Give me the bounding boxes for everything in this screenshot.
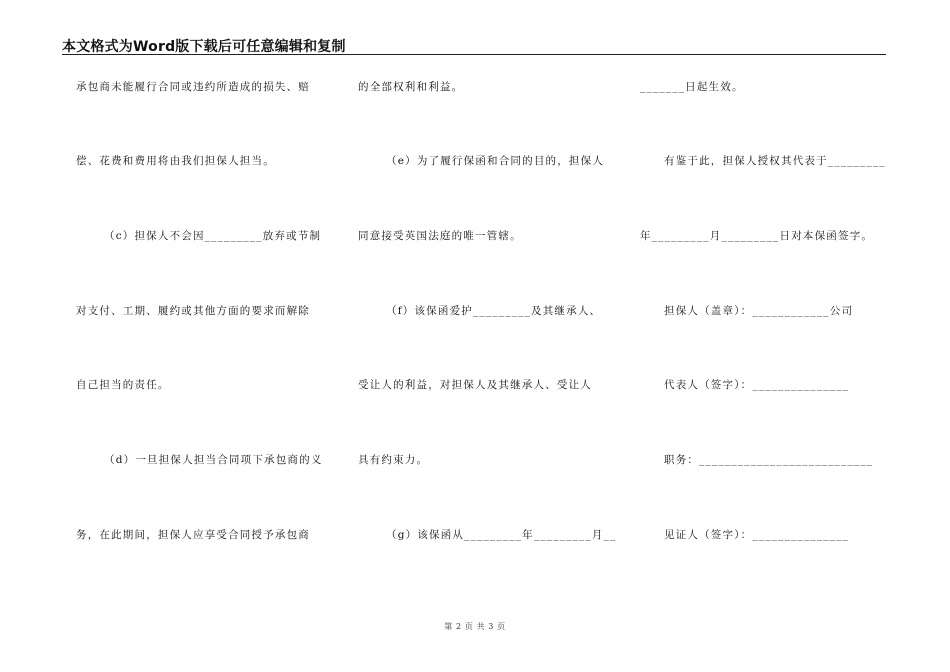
text-line: 偿、花费和费用将由我们担保人担当。 xyxy=(76,155,275,167)
text-line: _______日起生效。 xyxy=(640,81,744,93)
text-line: 同意接受英国法庭的唯一管辖。 xyxy=(358,230,522,242)
text-line: 承包商未能履行合同或违约所造成的损失、赔 xyxy=(76,81,310,93)
text-line: 受让人的利益，对担保人及其继承人、受让人 xyxy=(358,379,592,391)
text-line: 具有约束力。 xyxy=(358,454,429,466)
text-line: 自己担当的责任。 xyxy=(76,379,170,391)
text-line: 务，在此期间，担保人应享受合同授予承包商 xyxy=(76,529,310,541)
text-line: 有鉴于此，担保人授权其代表于_________ xyxy=(664,155,886,167)
signature-line-position: 职务：___________________________ xyxy=(664,454,874,466)
page-number: 第 2 页 共 3 页 xyxy=(444,622,506,631)
text-line: （f）该保函爱护_________及其继承人、 xyxy=(386,305,602,317)
signature-line-representative: 代表人（签字）：_______________ xyxy=(664,379,850,391)
text-line: 对支付、工期、履约或其他方面的要求而解除 xyxy=(76,305,310,317)
signature-line-witness: 见证人（签字）：_______________ xyxy=(664,529,850,541)
text-line: （c）担保人不会因_________放弃或节制 xyxy=(104,230,322,242)
text-line: （g）该保函从_________年_________月__ xyxy=(386,529,617,541)
text-line: 年_________月_________日对本保函签字。 xyxy=(640,230,874,242)
signature-line-guarantor: 担保人（盖章）：____________公司 xyxy=(664,305,854,317)
text-line: （d）一旦担保人担当合同项下承包商的义 xyxy=(104,454,323,466)
header-title: 本文格式为Word版下载后可任意编辑和复制 xyxy=(62,39,346,55)
text-line: 的全部权利和利益。 xyxy=(358,81,464,93)
text-line: （e）为了履行保函和合同的目的，担保人 xyxy=(386,155,605,167)
page-header xyxy=(62,34,886,55)
